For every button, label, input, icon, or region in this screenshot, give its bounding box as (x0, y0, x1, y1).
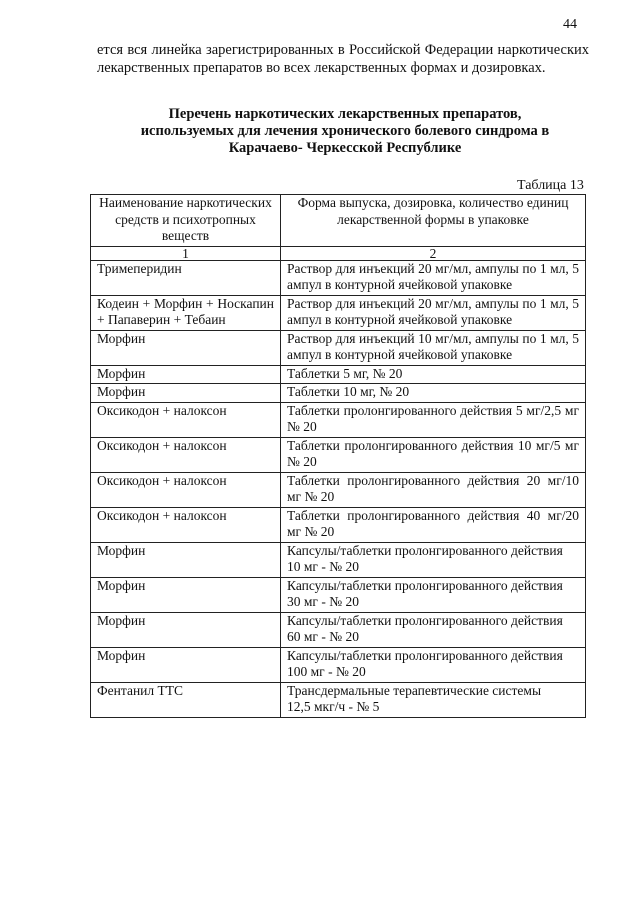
table-header-row (91, 195, 586, 247)
drug-form-cell: Раствор для инъекций 20 мг/мл, ампулы по 1 мл, 5 ампул в контурной ячейковой упаковке (281, 260, 586, 295)
table-row (91, 577, 586, 612)
drug-form-cell: Раствор для инъекций 10 мг/мл, ампулы по 1 мл, 5 ампул в контурной ячейковой упаковке (281, 330, 586, 365)
drug-form-cell: Таблетки пролонгированного действия 10 мг/5 мг № 20 (281, 437, 586, 472)
table-row (91, 384, 586, 403)
drug-name-cell: Морфин (91, 542, 281, 577)
drug-name-cell: Морфин (91, 577, 281, 612)
drug-name-cell: Фентанил ТТС (91, 682, 281, 717)
header-form-column: Форма выпуска, дозировка, количество единиц лекарственной формы в упаковке (281, 195, 586, 247)
table-body (91, 260, 586, 717)
table-row (91, 365, 586, 384)
table-row (91, 682, 586, 717)
header-name-column: Наименование наркотических средств и психотропных веществ (91, 195, 281, 247)
drug-name-cell: Морфин (91, 384, 281, 403)
drug-name-cell: Кодеин + Морфин + Носкапин + Папаверин + Тебаин (91, 295, 281, 330)
table-row (91, 295, 586, 330)
table-row (91, 507, 586, 542)
table-row (91, 260, 586, 295)
drug-form-cell: Таблетки 10 мг, № 20 (281, 384, 586, 403)
section-heading (110, 106, 580, 157)
drug-form-cell: Таблетки 5 мг, № 20 (281, 365, 586, 384)
drug-name-cell: Оксикодон + налоксон (91, 507, 281, 542)
drug-form-cell: Капсулы/таблетки пролонгированного действия 30 мг - № 20 (281, 577, 586, 612)
heading-line-1: Перечень наркотических лекарственных препаратов, (168, 106, 522, 122)
column-number-1: 1 (91, 246, 281, 260)
intro-paragraph: ется вся линейка зарегистрированных в Российской Федерации наркотических лекарственных препаратов во всех лекарственных формах и дозировках. (97, 42, 589, 76)
table-caption: Таблица 13 (517, 178, 584, 193)
table-row (91, 402, 586, 437)
column-number-2: 2 (281, 246, 586, 260)
table-row (91, 330, 586, 365)
table-row (91, 612, 586, 647)
drug-form-cell: Таблетки пролонгированного действия 5 мг/2,5 мг № 20 (281, 402, 586, 437)
drug-form-cell: Капсулы/таблетки пролонгированного действия 100 мг - № 20 (281, 647, 586, 682)
drug-name-cell: Морфин (91, 647, 281, 682)
drug-name-cell: Морфин (91, 612, 281, 647)
drug-form-cell: Капсулы/таблетки пролонгированного действия 60 мг - № 20 (281, 612, 586, 647)
drug-form-cell: Раствор для инъекций 20 мг/мл, ампулы по 1 мл, 5 ампул в контурной ячейковой упаковке (281, 295, 586, 330)
drug-name-cell: Тримеперидин (91, 260, 281, 295)
table-row (91, 542, 586, 577)
table-row (91, 472, 586, 507)
table-row (91, 437, 586, 472)
drug-form-cell: Таблетки пролонгированного действия 20 мг/10 мг № 20 (281, 472, 586, 507)
drug-name-cell: Оксикодон + налоксон (91, 402, 281, 437)
drug-table (90, 194, 586, 718)
drug-form-cell: Таблетки пролонгированного действия 40 мг/20 мг № 20 (281, 507, 586, 542)
page-number: 44 (563, 17, 577, 32)
table-row (91, 647, 586, 682)
column-number-row (91, 246, 586, 260)
drug-name-cell: Оксикодон + налоксон (91, 472, 281, 507)
heading-line-3: Карачаево- Черкесской Республике (228, 140, 462, 156)
drug-name-cell: Оксикодон + налоксон (91, 437, 281, 472)
drug-form-cell: Капсулы/таблетки пролонгированного действия 10 мг - № 20 (281, 542, 586, 577)
drug-name-cell: Морфин (91, 330, 281, 365)
heading-line-2: используемых для лечения хронического болевого синдрома в (140, 123, 550, 139)
drug-name-cell: Морфин (91, 365, 281, 384)
drug-form-cell: Трансдермальные терапевтические системы 12,5 мкг/ч - № 5 (281, 682, 586, 717)
